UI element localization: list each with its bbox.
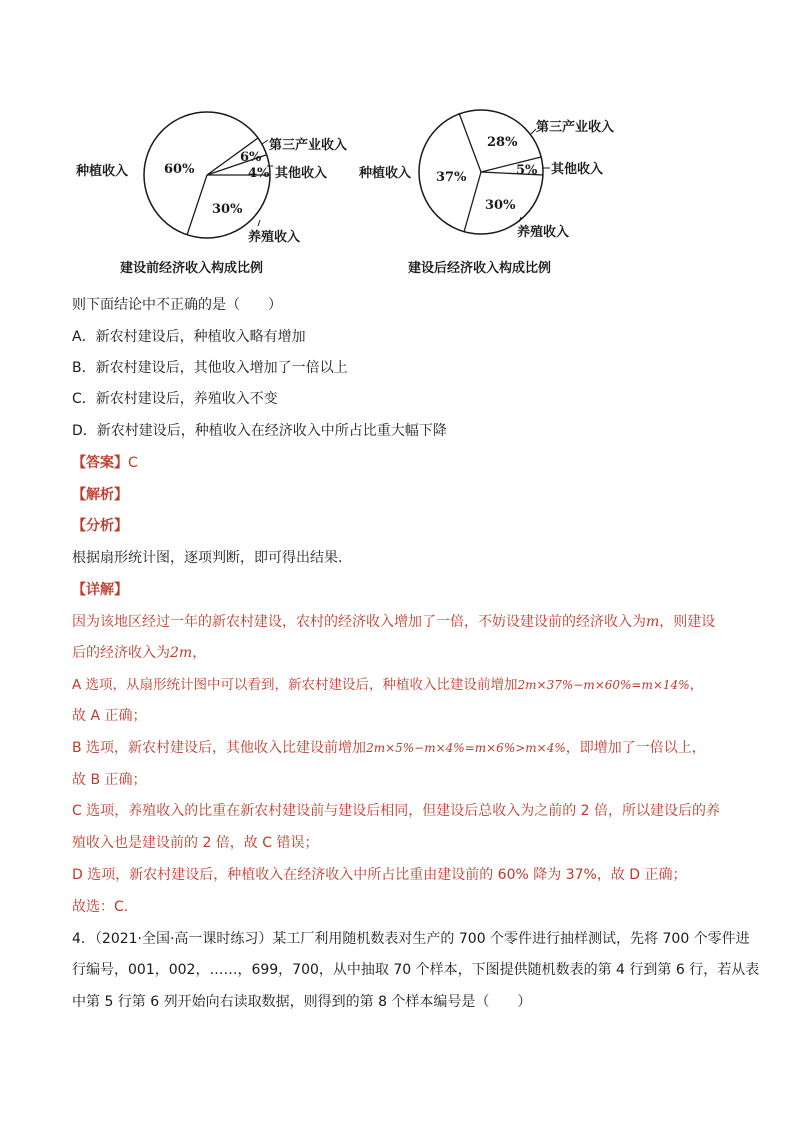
detail-c-line-1: C 选项，养殖收入的比重在新农村建设前与建设后相同，但建设后总收入为之前的 2 倍，所以建设后的养	[72, 803, 721, 819]
detail-line-2	[72, 643, 206, 663]
chart-caption: 建设后经济收入构成比例	[408, 261, 552, 276]
detail-text: ，	[689, 677, 704, 693]
answer-tag: 【答案】	[72, 455, 128, 471]
slice-label: 养殖收入	[517, 225, 570, 240]
slice-label: 第三产业收入	[536, 120, 615, 135]
slice-label: 其他收入	[551, 162, 604, 177]
detail-c-line-2: 殖收入也是建设前的 2 倍，故 C 错误；	[72, 835, 319, 851]
slice-pct: 60%	[164, 162, 195, 177]
detail-d-line-1: D 选项，新农村建设后，种植收入在经济收入中所占比重由建设前的 60% 降为 37%，故 D 正确；	[72, 867, 687, 883]
slice-pct: 37%	[436, 170, 467, 185]
detail-tag: 【详解】	[72, 582, 128, 598]
math-expression: 2m×37%−m×60%=m×14%	[517, 678, 690, 692]
analysis-tag: 【解析】	[72, 487, 128, 503]
detail-text: ，则建设	[659, 614, 716, 630]
question-stem: 则下面结论中不正确的是（ ）	[72, 297, 282, 313]
fenxi-text: 根据扇形统计图，逐项判断，即可得出结果.	[72, 550, 343, 566]
chart-caption: 建设前经济收入构成比例	[120, 261, 264, 276]
pie-chart-after	[358, 110, 614, 276]
label-leader	[258, 220, 260, 226]
pie-chart-before	[75, 112, 347, 276]
q4-line-1: 4．（2021·全国·高一课时练习）某工厂利用随机数表对生产的 700 个零件进行抽样测试，先将 700 个零件进	[72, 931, 750, 947]
detail-b-line-2: 故 B 正确；	[72, 772, 147, 788]
detail-text: A 选项，从扇形统计图中可以看到，新农村建设后，种植收入比建设前增加	[72, 677, 518, 693]
pie-charts-svg	[0, 80, 794, 290]
option-a: A．新农村建设后，种植收入略有增加	[72, 329, 306, 345]
detail-text: 后的经济收入为	[72, 645, 170, 661]
slice-pct: 28%	[487, 135, 518, 150]
detail-a-line-1	[72, 675, 703, 695]
detail-b-line-1	[72, 738, 706, 758]
choice-line: 故选：C.	[72, 899, 129, 915]
detail-text: B 选项，新农村建设后，其他收入比建设前增加	[72, 740, 367, 756]
detail-a-line-2: 故 A 正确；	[72, 708, 147, 724]
fenxi-tag: 【分析】	[72, 518, 128, 534]
q4-line-3: 中第 5 行第 6 列开始向右读取数据，则得到的第 8 个样本编号是（ ）	[72, 994, 532, 1010]
math-expression: 2m×5%−m×4%=m×6%>m×4%	[366, 741, 566, 755]
option-d: D．新农村建设后，种植收入在经济收入中所占比重大幅下降	[72, 423, 447, 439]
slice-pct: 6%	[240, 150, 262, 165]
slice-label: 养殖收入	[248, 230, 301, 245]
answer-line	[72, 453, 138, 473]
slice-pct: 30%	[212, 202, 243, 217]
label-leader	[262, 140, 268, 144]
detail-text: ，即增加了一倍以上，	[565, 740, 706, 756]
slice-label: 第三产业收入	[269, 138, 348, 153]
detail-text: ，	[192, 645, 207, 661]
slice-label: 其他收入	[275, 166, 328, 181]
slice-pct: 30%	[485, 198, 516, 213]
slice-label: 种植收入	[359, 166, 412, 181]
option-b: B．新农村建设后，其他收入增加了一倍以上	[72, 360, 348, 376]
slice-label: 种植收入	[76, 164, 129, 179]
answer-value: C	[128, 455, 138, 471]
slice-pct: 4%	[248, 166, 270, 181]
math-var: m	[646, 614, 660, 630]
math-var: 2m	[170, 645, 193, 661]
option-c: C．新农村建设后，养殖收入不变	[72, 391, 278, 407]
pie-charts-figure	[0, 80, 794, 290]
slice-pct: 5%	[516, 163, 538, 178]
q4-line-2: 行编号，001，002，……，699，700，从中抽取 70 个样本，下图提供随机数表的第 4 行到第 6 行，若从表	[72, 962, 760, 978]
detail-line-1	[72, 612, 715, 632]
detail-text: 因为该地区经过一年的新农村建设，农村的经济收入增加了一倍，不妨设建设前的经济收入为	[72, 614, 646, 630]
